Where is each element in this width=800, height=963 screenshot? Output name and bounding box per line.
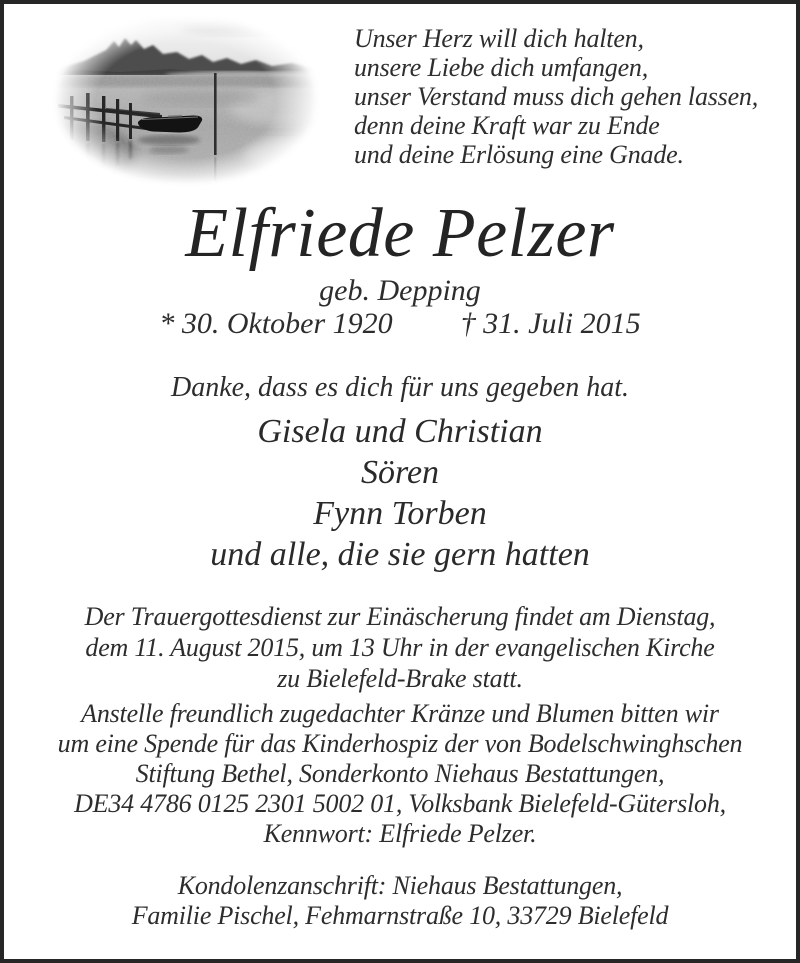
donation-line: DE34 4786 0125 2301 5002 01, Volksbank Bielefeld-Gütersloh,: [74, 789, 726, 818]
condolence-line: Kondolenzanschrift: Niehaus Bestattungen,: [177, 871, 623, 900]
mourner-line: Fynn Torben: [313, 495, 487, 532]
mourner-line: und alle, die sie gern hatten: [210, 536, 590, 573]
poem: [354, 24, 758, 169]
condolence-line: Familie Pischel, Fehmarnstraße 10, 33729 Bielefeld: [131, 901, 669, 930]
service-line: dem 11. August 2015, um 13 Uhr in der evangelischen Kirche: [85, 633, 715, 662]
service-info: [0, 601, 800, 694]
poem-line: unser Verstand muss dich gehen lassen,: [354, 82, 759, 111]
condolence-address: [0, 871, 800, 931]
poem-line: denn deine Kraft war zu Ende: [354, 111, 660, 140]
poem-line: unsere Liebe dich umfangen,: [354, 53, 649, 82]
donation-line: Anstelle freundlich zugedachter Kränze und Blumen bitten wir: [81, 699, 719, 728]
deceased-name: Elfriede Pelzer: [185, 195, 615, 272]
birth-date: * 30. Oktober 1920: [159, 307, 393, 340]
service-line: zu Bielefeld-Brake statt.: [277, 664, 523, 693]
donation-line: Kennwort: Elfriede Pelzer.: [263, 819, 537, 848]
donation-line: Stiftung Bethel, Sonderkonto Niehaus Bestattungen,: [135, 759, 665, 788]
poem-line: Unser Herz will dich halten,: [354, 24, 644, 53]
service-line: Der Trauergottesdienst zur Einäscherung findet am Dienstag,: [84, 602, 716, 631]
death-date: † 31. Juli 2015: [460, 307, 641, 340]
donation-info: [0, 699, 800, 849]
photo-vignette: [50, 12, 322, 188]
donation-line: um eine Spende für das Kinderhospiz der von Bodelschwinghschen: [57, 729, 743, 758]
life-dates: [0, 306, 800, 342]
thanks-line: Danke, dass es dich für uns gegeben hat.: [170, 372, 630, 403]
memorial-photo: [50, 12, 322, 188]
mourner-line: Sören: [360, 454, 440, 491]
birth-name: geb. Depping: [319, 274, 481, 307]
poem-line: und deine Erlösung eine Gnade.: [354, 140, 684, 169]
mourner-line: Gisela und Christian: [257, 413, 543, 450]
mourners: [0, 411, 800, 575]
